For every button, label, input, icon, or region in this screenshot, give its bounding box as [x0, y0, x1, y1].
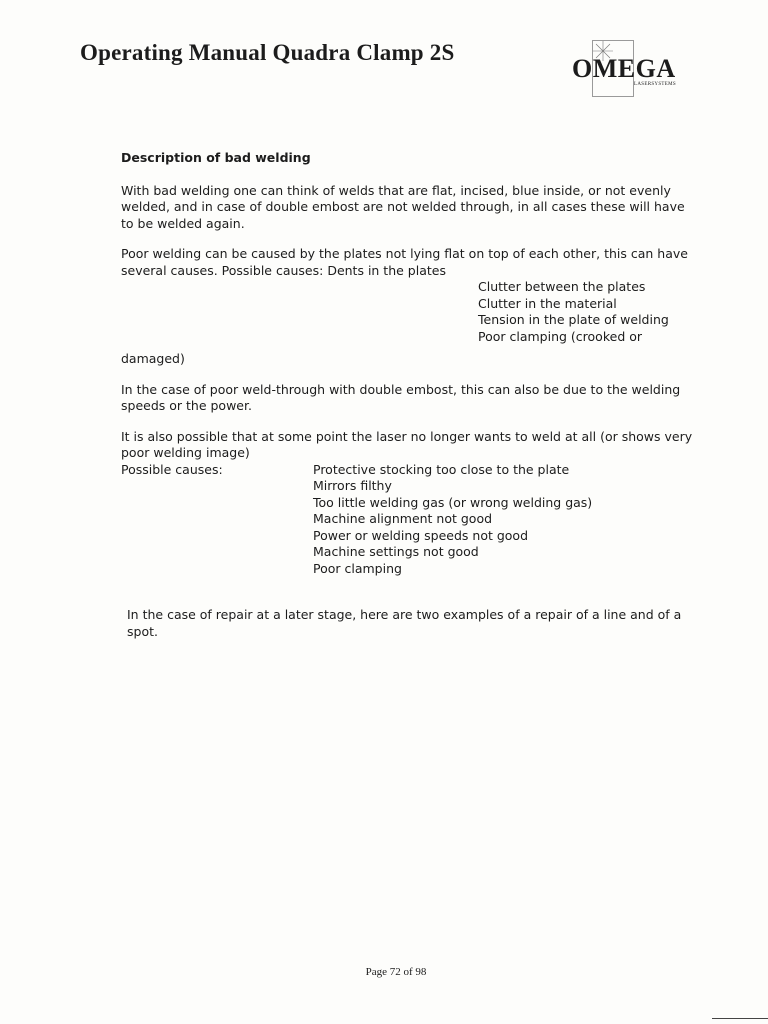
laser-causes-list [313, 462, 592, 578]
laser-causes-block [121, 462, 701, 578]
list-item: Clutter in the material [478, 295, 617, 311]
paragraph-laser-stops: It is also possible that at some point the laser no longer wants to weld at all (or shows very poor welding image) [121, 428, 693, 460]
list-item: Power or welding speeds not good [313, 527, 529, 543]
paragraph-bad-welding: With bad welding one can think of welds that are flat, incised, blue inside, or not evenly welded, and in case of double embost are not welded through, in all cases these will have to be welded again. [121, 182, 685, 231]
paragraph-repair: In the case of repair at a later stage, here are two examples of a repair of a line and of a spot. [127, 607, 682, 639]
list-item: Poor clamping [313, 560, 402, 576]
list-item: Poor clamping (crooked or [478, 328, 643, 344]
list-item: Too little welding gas (or wrong welding gas) [313, 494, 593, 510]
logo-subtitle: LASERSYSTEMS [634, 82, 676, 87]
list-item: Tension in the plate of welding [478, 312, 669, 327]
list-item: Protective stocking too close to the plate [313, 461, 570, 477]
omega-logo [572, 40, 690, 98]
paragraph-poor-welding: Poor welding can be caused by the plates not lying flat on top of each other, this can have several causes. Possible causes: Dents in the plates [121, 246, 688, 278]
list-item: Mirrors filthy [313, 478, 392, 493]
page-title: Operating Manual Quadra Clamp 2S [80, 40, 455, 65]
list-item: Machine settings not good [313, 544, 479, 559]
list-item: Machine alignment not good [313, 511, 493, 526]
logo-wordmark: OMEGA [572, 54, 676, 83]
list-item: Clutter between the plates [478, 279, 646, 294]
plate-causes-continuation: damaged) [121, 351, 185, 366]
plate-causes-list [121, 279, 701, 345]
section-heading: Description of bad welding [121, 150, 311, 165]
document-body [121, 150, 701, 640]
paragraph-weld-through: In the case of poor weld-through with double embost, this can also be due to the welding speeds or the power. [121, 381, 681, 413]
scan-edge-mark [712, 1018, 768, 1019]
causes-label: Possible causes: [121, 461, 223, 477]
page-number: Page 72 of 98 [365, 966, 427, 978]
